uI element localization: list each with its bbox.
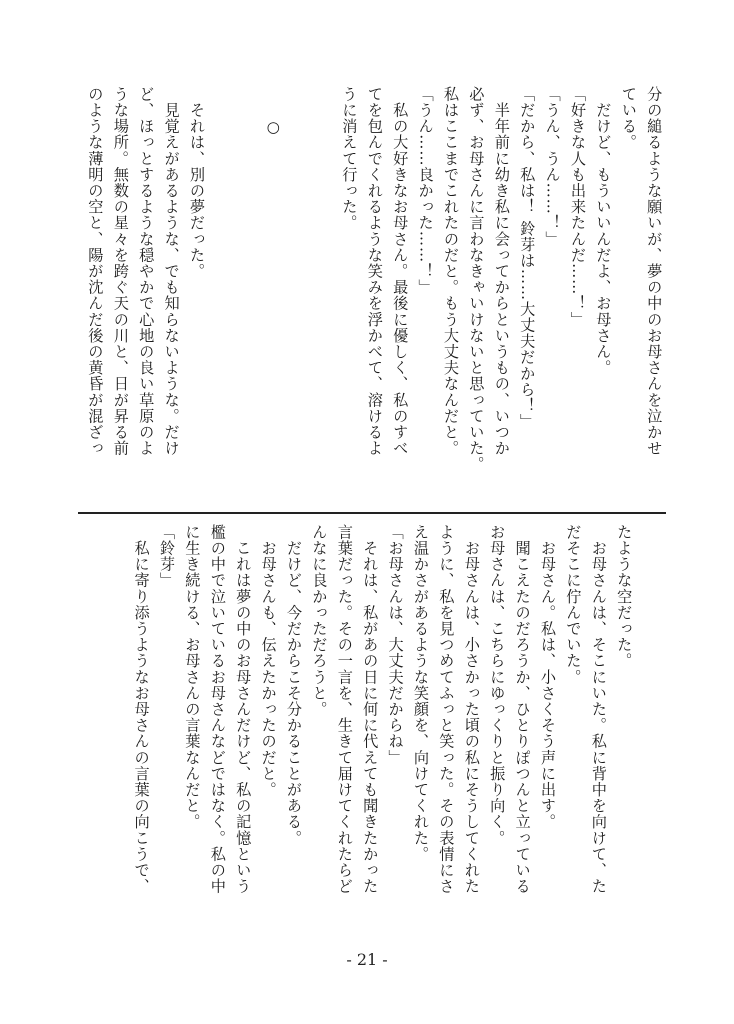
text-line: 「好きな人も出来たんだ……！」 bbox=[569, 86, 587, 328]
text-line: ○ bbox=[264, 86, 283, 138]
text-line: え温かさがあるような笑顔を、向けてくれた。 bbox=[412, 524, 430, 863]
text-line: だけど、もういいんだよ、お母さん。 bbox=[594, 86, 613, 376]
text-line: に生き続ける、お母さんの言葉なんだと。 bbox=[183, 524, 202, 830]
text-line: うな場所。無数の星々を跨ぐ天の川と、日が昇る前 bbox=[111, 86, 130, 457]
text-line: それは、別の夢だった。 bbox=[188, 86, 206, 280]
text-line: お母さん。私は、小さくそう声に出す。 bbox=[539, 524, 557, 830]
text-line: 「お母さんは、大丈夫だからね」 bbox=[386, 524, 405, 766]
text-line: 私に寄り添うようなお母さんの言葉の向こうで、 bbox=[132, 524, 151, 895]
text-line: 私はここまでこれたのだと。もう大丈夫なんだと。 bbox=[442, 86, 460, 457]
text-line: うに消えて行った。 bbox=[340, 86, 359, 231]
text-line: だけど、今だからこそ分かることがある。 bbox=[285, 524, 303, 846]
text-line: 「鈴芽」 bbox=[158, 524, 176, 589]
text-line: だそこに佇んでいた。 bbox=[564, 524, 583, 685]
text-line: それは、私があの日に何に代えても聞きたかった bbox=[361, 524, 380, 895]
text-line: 聞こえたのだろうか、ひとりぽつんと立っている bbox=[513, 524, 532, 895]
text-line: 「うん……良かった……！」 bbox=[416, 86, 435, 296]
text-line: 「だから、私は！ 鈴芽は……大丈夫だから！」 bbox=[518, 86, 537, 430]
text-line: これは夢の中のお母さんだけど、私の記憶という bbox=[234, 524, 253, 895]
text-line: 半年前に幼き私に会ってからというもの、いつか bbox=[492, 86, 511, 457]
text-line: ように、私を見つめてふっと笑った。その表情にさ bbox=[437, 524, 456, 895]
text-line: たような空だった。 bbox=[615, 524, 634, 669]
text-line: のような薄明の空と、陽が沈んだ後の黄昏が混ざっ bbox=[86, 86, 105, 457]
text-line: ど、ほっとするような穏やかで心地の良い草原のよ bbox=[137, 86, 156, 457]
text-line: お母さんは、そこにいた。私に背中を向けて、た bbox=[589, 524, 608, 895]
text-line: 見覚えがあるような、でも知らないような。だけ bbox=[162, 86, 181, 457]
text-line: てを包んでくれるような笑みを浮かべて、溶けるよ bbox=[365, 86, 384, 457]
text-line: 私の大好きなお母さん。最後に優しく、私のすべ bbox=[391, 86, 410, 457]
page-number: - 21 - bbox=[346, 950, 388, 969]
text-line: 檻の中で泣いているお母さんなどではなく。私の中 bbox=[208, 524, 227, 895]
text-line: ている。 bbox=[619, 86, 638, 151]
text-line: 言葉だった。その一言を、生きて届けてくれたらど bbox=[335, 524, 354, 895]
text-line: お母さんは、こちらにゆっくりと振り向く。 bbox=[488, 524, 507, 846]
text-line: 必ず、お母さんに言わなきゃいけないと思っていた。 bbox=[467, 86, 486, 473]
text-line: お母さんも、伝えたかったのだと。 bbox=[259, 524, 278, 798]
text-line: 分の縋るような願いが、夢の中のお母さんを泣かせ bbox=[645, 86, 664, 457]
text-line: んなに良かっただろうと。 bbox=[310, 524, 329, 718]
text-line: お母さんは、小さかった頃の私にそうしてくれた bbox=[462, 524, 481, 895]
text-line: 「うん、うん……！」 bbox=[543, 86, 562, 247]
section-divider bbox=[78, 512, 666, 514]
